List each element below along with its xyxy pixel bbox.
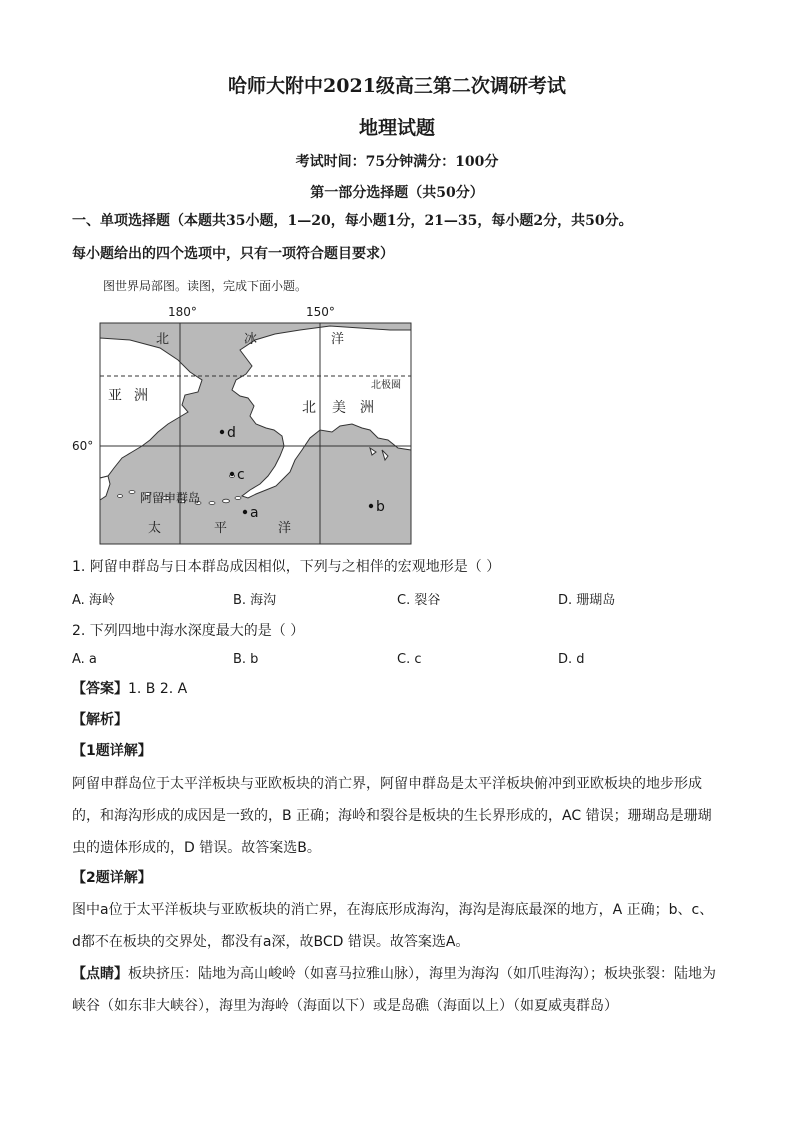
point-c-marker: [230, 472, 234, 476]
part-title: 第一部分选择题（共50分）: [310, 185, 484, 201]
question-1-option-d: D. 珊瑚岛: [558, 593, 616, 608]
pacific-label-ping: 平: [214, 521, 228, 536]
question-1-option-a: A. 海岭: [72, 593, 115, 608]
question-1-option-b: B. 海沟: [233, 593, 277, 608]
detail-1-heading: 【1题详解】: [72, 743, 152, 759]
na-label-mei: 美: [332, 400, 346, 416]
na-label-zhou: 洲: [360, 400, 374, 416]
map-intro: 图世界局部图。读图，完成下面小题。: [103, 279, 308, 293]
point-d-marker: [220, 430, 224, 434]
exam-title: 哈师大附中2021级高三第二次调研考试: [228, 75, 566, 97]
question-2-option-c: C. c: [397, 652, 422, 667]
detail-1-line-1: 阿留申群岛位于太平洋板块与亚欧板块的消亡界，阿留申群岛是太平洋板块俯冲到亚欧板块的地步形成: [72, 776, 702, 792]
pacific-label-yang: 洋: [278, 521, 292, 536]
tip-tag: 【点睛】: [72, 966, 128, 982]
pacific-label-tai: 太: [148, 521, 162, 536]
tip-line-1: [72, 960, 722, 989]
lat-60-label: 60°: [72, 439, 94, 453]
lon-180-label: 180°: [168, 305, 197, 319]
section-instruction-line1: 一、单项选择题（本题共35小题，1—20，每小题1分，21—35，每小题2分，共50分。: [72, 213, 633, 229]
answer-line: [72, 675, 722, 704]
detail-1-tag: [72, 737, 722, 766]
subject-title: 地理试题: [358, 117, 435, 139]
world-map-figure: [70, 300, 416, 546]
question-2-option-a: A. a: [72, 652, 97, 667]
na-label-bei: 北: [302, 400, 316, 416]
analysis-tag: 【解析】: [72, 712, 128, 728]
exam-info: 考试时间：75分钟满分：100分: [295, 154, 499, 170]
question-1-stem: 1. 阿留申群岛与日本群岛成因相似，下列与之相伴的宏观地形是（ ）: [72, 559, 501, 575]
detail-2-heading: 【2题详解】: [72, 870, 152, 886]
question-1-option-c: C. 裂谷: [397, 593, 441, 608]
aleutian-label: 阿留申群岛: [140, 491, 201, 505]
point-a-label: a: [250, 505, 259, 521]
point-a-marker: [243, 510, 247, 514]
asia-label-zhou: 洲: [134, 388, 148, 404]
tip-line-2: 峡谷（如东非大峡谷），海里为海岭（海面以下）或是岛礁（海面以上）（如夏威夷群岛）: [72, 998, 618, 1014]
point-b-marker: [369, 504, 373, 508]
detail-2-line-1: 图中a位于太平洋板块与亚欧板块的消亡界，在海底形成海沟，海沟是海底最深的地方，A 正确；b、c、: [72, 902, 714, 918]
point-c-label: c: [237, 467, 245, 483]
arctic-circle-label: 北极圈: [371, 380, 401, 391]
point-d-label: d: [227, 425, 236, 441]
section-instruction-line2: 每小题给出的四个选项中，只有一项符合题目要求）: [72, 246, 394, 262]
answer-text: 1. B 2. A: [128, 681, 188, 697]
question-2-option-d: D. d: [558, 652, 585, 667]
question-2-stem: 2. 下列四地中海水深度最大的是（ ）: [72, 623, 305, 639]
detail-2-line-2: d都不在板块的交界处，都没有a深，故BCD 错误。故答案选A。: [72, 934, 470, 950]
detail-1-line-3: 虫的遗体形成的，D 错误。故答案选B。: [72, 840, 321, 856]
answer-tag: 【答案】: [72, 681, 128, 697]
detail-2-tag: [72, 864, 722, 893]
analysis-line: [72, 706, 722, 735]
question-2-option-b: B. b: [233, 652, 259, 667]
asia-label-ya: 亚: [108, 388, 122, 404]
tip-text-1: 板块挤压：陆地为高山峻岭（如喜马拉雅山脉），海里为海沟（如爪哇海沟）；板块张裂：陆地为: [128, 966, 716, 982]
ocean-label-yang: 洋: [331, 332, 345, 347]
detail-1-line-2: 的，和海沟形成的成因是一致的，B 正确；海岭和裂谷是板块的生长界形成的，AC 错误；珊瑚岛是珊瑚: [72, 808, 712, 824]
lon-150-label: 150°: [306, 305, 335, 319]
point-b-label: b: [376, 499, 385, 515]
ocean-label-bing: 冰: [244, 332, 258, 347]
ocean-label-bei: 北: [156, 332, 170, 347]
